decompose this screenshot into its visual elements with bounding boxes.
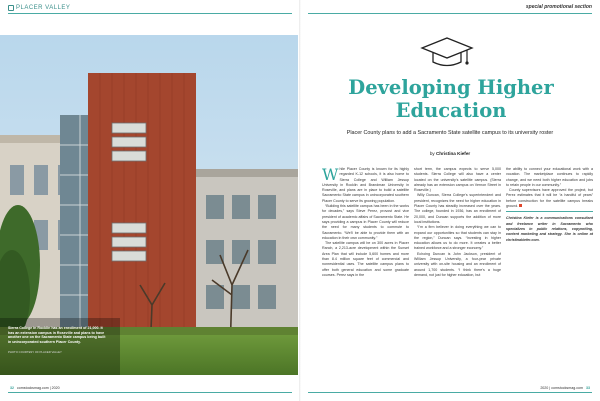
- paragraph: the ability to connect your educational work with a vocation. The marketplace continues to rapidly change, and we need both higher education and jobs to retain people in our community.”: [506, 167, 593, 187]
- paragraph: County supervisors have approved the project, but Perez estimates that it will be “a handful of years” before construction for the satellite campus breaks ground.: [506, 188, 593, 209]
- paragraph: short term, the campus expects to serve 5,000 students. Sierra College will also have a center located on the university’s satellite campus. (Sierra already has an extension campus on Vernon Street in Roseville.): [414, 167, 501, 193]
- footer-right: [540, 386, 590, 390]
- title-line-1: Developing Higher: [348, 76, 554, 99]
- footer-rule-right: [308, 392, 592, 393]
- page-number-left: 32: [10, 386, 14, 390]
- brand-name: PLACER VALLEY: [16, 5, 71, 11]
- byline-author: Christina Kiefer: [435, 151, 471, 156]
- article-column-3: [506, 167, 593, 243]
- paragraph: The satellite campus will be on 300 acres in Placer Ranch, a 2,213-acre development within the Sunset Area Plan that will include 5,600 homes and more than 8.4 million square feet of commercial and nonresidential uses. The satellite campus plans to offer both general education and some graduate courses. Perez says in the: [322, 241, 409, 277]
- footer-left: [10, 386, 60, 390]
- article-column-1: [322, 167, 409, 278]
- article-subtitle: Placer County plans to add a Sacramento State satellite campus to its university roster: [346, 130, 554, 136]
- header-rule-left: [8, 13, 292, 14]
- page-gutter: [299, 0, 301, 401]
- paragraph: Echoing Duncan is John Jackson, president of William Jessup University, a four-year private university with on-site housing and an enrollment of around 1,700 students. “I think there’s a huge demand, not just for higher education, but: [414, 251, 501, 277]
- header-rule-right: [308, 13, 592, 14]
- brand-logo-icon: [8, 5, 14, 11]
- footer-rule-left: [8, 392, 292, 393]
- bio-divider: [506, 211, 593, 214]
- byline-prefix: by: [429, 151, 435, 156]
- footer-right-text: 2020 | comstocksmag.com: [540, 386, 583, 390]
- end-mark-icon: [519, 204, 522, 207]
- byline: [330, 151, 570, 156]
- title-line-2: Education: [395, 99, 507, 122]
- photo-credit: PHOTO COURTESY OF PLACER VALLEY: [8, 350, 62, 354]
- paragraph: “I’m a firm believer in doing everything we can to expand our opportunities so that students can stay in the region,” Duncan says. “Investing in higher education allows us to do more. It creates a better trained workforce and a stronger economy.”: [414, 225, 501, 251]
- article-column-2: [414, 167, 501, 278]
- graduation-cap-icon: [420, 36, 474, 75]
- drop-cap: W: [322, 165, 339, 184]
- article-title: [306, 76, 596, 122]
- paragraph: Willy Duncan, Sierra College’s superintendent and president, recognizes the need for higher education in Placer County has steadily increased over the years. The college, founded in 1936, has an enrollment of 20,000, and Duncan supports the addition of more local institutions.: [414, 193, 501, 224]
- paragraph: While Placer County is known for its highly regarded K-12 schools, it is also home to Sierra College and William Jessup University in Rocklin and Brandman University in Roseville, and plans are in place to build a satellite Sacramento State campus in unincorporated southern Placer County to serve its growing population.: [322, 165, 409, 203]
- campus-building-photo: [0, 35, 298, 375]
- section-label: special promotional section: [525, 4, 592, 10]
- photo-caption: Sierra College in Rocklin has an enrollment of 21,000. It has an extension campus in Roseville and plans to have another one on the Sacramento State campus being built in unincorporated southern Placer County.: [8, 326, 106, 344]
- footer-left-text: comstocksmag.com | 2020: [17, 386, 60, 390]
- paragraph: “Building this satellite campus has been in the works for decades,” says Steve Perez, provost and vice president of academic affairs of Sacramento State. He says providing a campus in Placer County will reduce the need for many students to commute to Sacramento. “We’ll be able to provide them with an education in their own community.”: [322, 204, 409, 240]
- author-bio: Christina Kiefer is a communications consultant and freelance writer in Sacramento who specializes in public relations, copywriting, content marketing and strategy. She is online at christinakiefer.com.: [506, 216, 593, 242]
- page-number-right: 33: [586, 386, 590, 390]
- brand-header: [8, 5, 70, 11]
